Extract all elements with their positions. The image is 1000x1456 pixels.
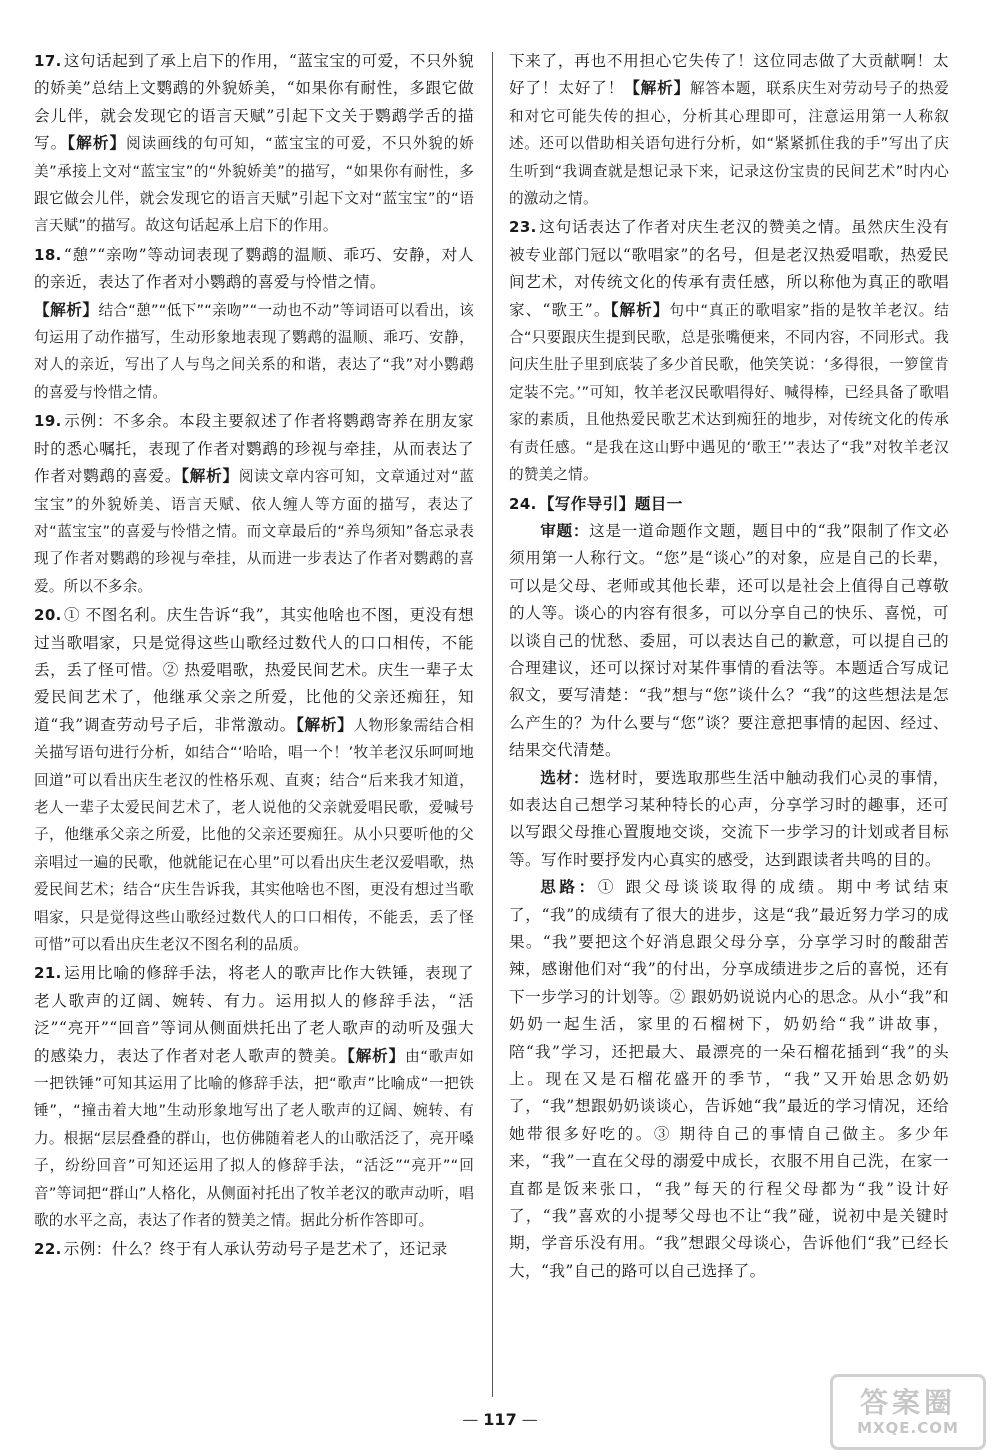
analysis-text: 句中“真正的歌唱家”指的是牧羊老汉。结合“只要跟庆生提到民歌，总是张嘴便来，不同内容，不同形式。我问庆生肚子里到底装了多少首民歌，他笑笑说：‘多得很，一箩筐肯定装不完。’”可知，牧羊老汉民歌唱得好、喊得棒，已经具备了歌唱家的素质，且他热爱民歌艺术达到痴狂的地步，对传统文化的传承有责任感。“是我在这山野中遇见的‘歌王’”表达了“我”对牧羊老汉的赞美之情。 xyxy=(509,301,949,484)
analysis-text: 解答本题，联系庆生对劳动号子的热爱和对它可能失传的担心，分析其心理即可，注意运用第一人称叙述。还可以借助相关语句进行分析，如“紧紧抓住我的手”写出了庆生听到“我调查就是想记录下来，记录这份宝贵的民间艺术”时内心的激动之情。 xyxy=(509,80,949,208)
analysis-text: 结合“憩”“低下”“亲吻”“一动也不动”等词语可以看出，该句运用了动作描写，生动形象地表现了鹦鹉的温顺、乖巧、安静，对人的亲近，写出了人与鸟之间关系的和谐，表达了“我”对小鹦鹉的喜爱与怜惜之情。 xyxy=(34,301,474,401)
analysis-tag: 【解析】 xyxy=(624,79,691,98)
analysis-text: 阅读文章内容可知，文章通过对“蓝宝宝”的外貌娇美、语言天赋、依人缠人等方面的描写，表达了对“蓝宝宝”的喜爱与怜惜之情。而文章最后的“养鸟须知”备忘录表现了作者对鹦鹉的珍视与牵挂，从而进一步表达了作者对鹦鹉的喜爱。所以不多余。 xyxy=(34,468,474,595)
analysis-tag: 【解析】 xyxy=(347,1046,406,1065)
watermark-chinese: 答案圈 xyxy=(859,1386,956,1419)
analysis-tag: 【解析】 xyxy=(610,300,670,319)
answer-text: 这句话表达了作者对庆生老汉的赞美之情。虽然庆生没有被专业部门冠以“歌唱家”的名号，但是老汉热爱唱歌，热爱民间艺术，对传统文化的传承有责任感，所以称他为真正的歌唱家、“歌王”。 xyxy=(509,218,949,319)
shenti-section xyxy=(509,518,949,765)
shenti-text: 这是一道命题作文题，题目中的“我”限制了作文必须用第一人称行文。“您”是“谈心”的对象，应是自己的长辈，可以是父母、老师或其他长辈，还可以是社会上值得自己尊敬的人等。谈心的内容有很多，可以分享自己的快乐、喜悦，可以谈自己的忧愁、委屈，可以表达自己的歉意，可以提自己的合理建议，还可以探讨对某件事情的看法等。本题适合写成记叙文，要写清楚：“我”想与“您”谈什么？“我”的这些想法是怎么产生的？为什么要与“您”谈？要注意把事情的起因、经过、结果交代清楚。 xyxy=(509,521,949,760)
answer-23 xyxy=(509,214,949,488)
question-number: 23. xyxy=(509,218,537,237)
answer-text: 示例：不多余。本段主要叙述了作者将鹦鹉寄养在朋友家时的悉心嘱托，表现了作者对鹦鹉的珍视与牵挂，从而表达了作者对鹦鹉的喜爱。 xyxy=(34,412,474,486)
analysis-tag: 【解析】 xyxy=(181,467,239,486)
answer-18 xyxy=(34,242,474,406)
column-divider xyxy=(492,52,493,1397)
question-number: 19. xyxy=(34,412,62,431)
answer-17 xyxy=(34,48,474,240)
analysis-text: 阅读画线的句可知，“蓝宝宝的可爱，不只外貌的娇美”承接上文对“蓝宝宝”的“外貌娇美”的描写，“如果你有耐性，多跟它做会儿伴，就会发现它的语言天赋”引起下文对“蓝宝宝”的“语言天赋”的描写。故这句话起承上启下的作用。 xyxy=(34,135,474,235)
writing-guide-title: 【写作导引】题目一 xyxy=(538,494,683,513)
silu-section xyxy=(509,874,949,1285)
silu-label: 思路： xyxy=(540,878,598,897)
analysis-tag: 【解析】 xyxy=(34,300,99,319)
page-number: — 117 — xyxy=(0,1410,1000,1429)
question-number: 24. xyxy=(509,494,537,513)
answer-text: 这句话起到了承上启下的作用，“蓝宝宝的可爱，不只外貌的娇美”总结上文鹦鹉的外貌娇美，“如果你有耐性，多跟它做会儿伴，就会发现它的语言天赋”引起下文关于鹦鹉学舌的描写。 xyxy=(34,52,474,153)
question-number: 20. xyxy=(34,606,62,625)
answer-21 xyxy=(34,960,474,1234)
answer-text: ① 不图名利。庆生告诉“我”，其实他啥也不图，更没有想过当歌唱家，只是觉得这些山歌经过数代人的口口相传，不能丢，丢了怪可惜。② 热爱唱歌，热爱民间艺术。庆生一辈子太爱民间艺术了，他继承父亲之所爱，比他的父亲还痴狂，知道“我”调查劳动号子后，非常激动。 xyxy=(34,606,474,734)
analysis-text: 人物形象需结合相关描写语句进行分析，如结合“‘哈哈，唱一个！’牧羊老汉乐呵呵地回道”可以看出庆生老汉的性格乐观、直爽；结合“后来我才知道，老人一辈子太爱民间艺术了，老人说他的父亲就爱唱民歌，爱喊号子，他继承父亲之所爱，比他的父亲还要痴狂。从小只要听他的父亲唱过一遍的民歌，他就能记在心里”可以看出庆生老汉爱唱歌，热爱民间艺术；结合“庆生告诉我，其实他啥也不图，更没有想过当歌唱家，只是觉得这些山歌经过数代人的口口相传，不能丢，丢了怪可惜”可以看出庆生老汉不图名利的品质。 xyxy=(34,716,474,953)
analysis-tag: 【解析】 xyxy=(296,715,354,734)
watermark-logo xyxy=(830,1374,986,1450)
question-number: 21. xyxy=(34,964,62,983)
xuancai-text: 选材时，要选取那些生活中触动我们心灵的事情，如表达自己想学习某种特长的心声，分享学习时的趣事，还可以写跟父母推心置腹地交谈，交流下一步学习的计划或者目标等。写作时要抒发内心真实的感受，达到跟读者共鸣的目的。 xyxy=(509,768,949,869)
answer-20 xyxy=(34,602,474,958)
answer-19 xyxy=(34,408,474,600)
shenti-label: 审题： xyxy=(540,521,590,540)
answer-text: 示例：什么？终于有人承认劳动号子是艺术了，还记录 xyxy=(63,1240,448,1259)
question-number: 18. xyxy=(34,245,62,264)
answer-text: 运用比喻的修辞手法，将老人的歌声比作大铁锤，表现了老人歌声的辽阔、婉转、有力。运用拟人的修辞手法，“活泛”“亮开”“回音”等词从侧面烘托出了老人歌声的动听及强大的感染力，表达了作者对老人歌声的赞美。 xyxy=(34,964,474,1065)
left-column xyxy=(34,48,474,1266)
xuancai-section xyxy=(509,765,949,875)
watermark-latin: MXQE.COM xyxy=(857,1419,959,1437)
question-number: 22. xyxy=(34,1240,62,1259)
analysis-text: 由“歌声如一把铁锤”可知其运用了比喻的修辞手法，把“歌声”比喻成“一把铁锤”，“撞击着大地”生动形象地写出了老人歌声的辽阔、婉转、有力。根据“层层叠叠的群山，也仿佛随着老人的山歌活泛了，亮开嗓子，纷纷回音”可知还运用了拟人的修辞手法，“活泛”“亮开”“回音”等词把“群山”人格化，从侧面衬托出了牧羊老汉的歌声动听，唱歌的水平之高，表达了作者的赞美之情。据此分析作答即可。 xyxy=(34,1047,475,1230)
answer-text: “憩”“亲吻”等动词表现了鹦鹉的温顺、乖巧、安静，对人的亲近，表达了作者对小鹦鹉的喜爱与怜惜之情。 xyxy=(34,245,474,292)
question-number: 17. xyxy=(34,52,62,70)
answer-22-start xyxy=(34,1236,474,1263)
answer-text: 下来了，再也不用担心它失传了！这位同志做了大贡献啊！太好了！太好了！ xyxy=(509,52,949,98)
writing-guide-heading xyxy=(509,491,949,518)
silu-text: ① 跟父母谈谈取得的成绩。期中考试结束了，“我”的成绩有了很大的进步，这是“我”最近努力学习的成果。“我”要把这个好消息跟父母分享，分享学习时的酸甜苦辣，感谢他们对“我”的付出，分享成绩进步之后的喜悦，还有下一步学习的计划等。② 跟奶奶说说内心的思念。从小“我”和奶奶一起生活，家里的石榴树下，奶奶给“我”讲故事，陪“我”学习，还把最大、最漂亮的一朵石榴花插到“我”的头上。现在又是石榴花盛开的季节，“我”又开始思念奶奶了，“我”想跟奶奶谈谈心，告诉她“我”最近的学习情况，还给她带很多好吃的。③ 期待自己的事情自己做主。多少年来，“我”一直在父母的溺爱中成长，衣服不用自己洗，在家一直都是饭来张口，“我”每天的行程父母都为“我”设计好了，“我”喜欢的小提琴父母也不让“我”碰，说初中是关键时期，学音乐没有用。“我”想跟父母谈心，告诉他们“我”已经长大，“我”自己的路可以自己选择了。 xyxy=(509,878,949,1280)
answer-22-continued xyxy=(509,48,949,212)
xuancai-label: 选材： xyxy=(540,768,590,787)
analysis-tag: 【解析】 xyxy=(67,134,127,153)
answer-24 xyxy=(509,491,949,1286)
right-column xyxy=(509,48,949,1287)
